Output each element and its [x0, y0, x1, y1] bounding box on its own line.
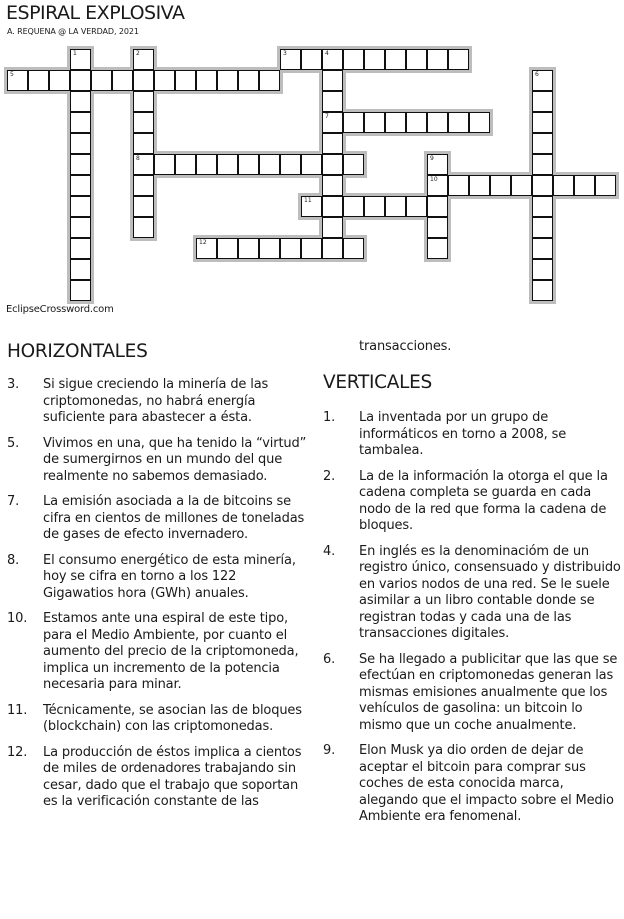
clue-number: 11. [7, 702, 28, 718]
grid-cell[interactable] [280, 154, 301, 175]
grid-cell[interactable] [133, 175, 154, 196]
verticales-heading: VERTICALES [323, 372, 432, 393]
grid-cell[interactable] [70, 70, 91, 91]
grid-cell[interactable] [385, 49, 406, 70]
grid-cell[interactable] [406, 112, 427, 133]
grid-cell[interactable] [70, 217, 91, 238]
clue-number: 1. [323, 410, 336, 425]
grid-cell[interactable] [154, 154, 175, 175]
grid-cell[interactable] [364, 112, 385, 133]
grid-cell[interactable] [133, 70, 154, 91]
grid-cell[interactable] [301, 49, 322, 70]
grid-cell[interactable] [70, 259, 91, 280]
grid-cell[interactable] [49, 70, 70, 91]
cell-number: 11 [304, 197, 312, 204]
grid-cell[interactable] [427, 175, 448, 196]
grid-cell[interactable] [532, 280, 553, 301]
grid-cell[interactable] [532, 70, 553, 91]
clue-text: Vivimos en una, que ha tenido la “virtud” de sumergirnos en un mundo del que realmente no sabemos demasiado. [43, 435, 307, 484]
grid-cell[interactable] [448, 49, 469, 70]
grid-cell[interactable] [385, 196, 406, 217]
grid-cell[interactable] [532, 175, 553, 196]
clue-text: Técnicamente, se asocian las de bloques (blockchain) con las criptomonedas. [43, 702, 302, 734]
horizontales-clue-list [7, 377, 307, 820]
grid-cell[interactable] [532, 154, 553, 175]
clue-item [323, 652, 623, 735]
clue-item [7, 436, 307, 486]
grid-cell[interactable] [70, 133, 91, 154]
grid-cell[interactable] [133, 217, 154, 238]
grid-cell[interactable] [280, 238, 301, 259]
grid-cell[interactable] [28, 70, 49, 91]
grid-cell[interactable] [238, 238, 259, 259]
cell-number: 12 [199, 239, 207, 246]
grid-cell[interactable] [7, 70, 28, 91]
grid-cell[interactable] [532, 91, 553, 112]
clue-item [7, 703, 307, 736]
grid-cell[interactable] [154, 70, 175, 91]
grid-cell[interactable] [532, 196, 553, 217]
clue-number: 9. [323, 743, 336, 758]
grid-cell[interactable] [217, 238, 238, 259]
grid-cell[interactable] [196, 238, 217, 259]
grid-cell[interactable] [70, 280, 91, 301]
cell-number: 2 [136, 50, 140, 57]
puzzle-title: ESPIRAL EXPLOSIVA [6, 2, 185, 24]
clue-item [7, 377, 307, 427]
grid-cell[interactable] [196, 70, 217, 91]
grid-cell[interactable] [322, 112, 343, 133]
grid-cell[interactable] [322, 238, 343, 259]
clue-item [7, 745, 307, 811]
grid-cell[interactable] [322, 133, 343, 154]
clue-text: La inventada por un grupo de informáticos en torno a 2008, se tambalea. [359, 410, 567, 458]
cell-number: 8 [136, 155, 140, 162]
grid-cell[interactable] [322, 175, 343, 196]
cell-number: 5 [10, 71, 14, 78]
grid-cell[interactable] [322, 217, 343, 238]
clue-item [323, 410, 623, 460]
grid-cell[interactable] [133, 154, 154, 175]
grid-cell[interactable] [196, 154, 217, 175]
grid-cell[interactable] [259, 154, 280, 175]
grid-cell[interactable] [343, 49, 364, 70]
grid-cell[interactable] [259, 238, 280, 259]
grid-cell[interactable] [385, 112, 406, 133]
grid-cell[interactable] [70, 196, 91, 217]
grid-cell[interactable] [532, 217, 553, 238]
cell-number: 1 [73, 50, 77, 57]
grid-cell[interactable] [511, 175, 532, 196]
grid-cell[interactable] [133, 196, 154, 217]
grid-cell[interactable] [133, 133, 154, 154]
grid-cell[interactable] [133, 112, 154, 133]
grid-cell[interactable] [427, 112, 448, 133]
grid-cell[interactable] [322, 154, 343, 175]
grid-cell[interactable] [133, 49, 154, 70]
grid-cell[interactable] [469, 112, 490, 133]
clue-number: 6. [323, 651, 336, 667]
grid-cell[interactable] [301, 196, 322, 217]
grid-cell[interactable] [343, 154, 364, 175]
grid-cell[interactable] [448, 175, 469, 196]
grid-cell[interactable] [322, 49, 343, 70]
grid-cell[interactable] [574, 175, 595, 196]
clue-text: En inglés es la denominacióm de un registro único, consensuado y distribuido en varios nodos de una red. Se le suele asimilar a un libro contable donde se registran todas y cada una de las transacciones digitales. [359, 543, 621, 641]
grid-cell[interactable] [343, 238, 364, 259]
cell-number: 6 [535, 71, 539, 78]
puzzle-author: A. REQUENA @ LA VERDAD, 2021 [7, 27, 139, 36]
grid-cell[interactable] [112, 70, 133, 91]
crossword-grid [0, 0, 624, 320]
grid-cell[interactable] [469, 175, 490, 196]
clue-item [7, 611, 307, 694]
grid-cell[interactable] [133, 91, 154, 112]
horizontales-heading: HORIZONTALES [7, 341, 148, 362]
grid-cell[interactable] [70, 238, 91, 259]
grid-cell[interactable] [490, 175, 511, 196]
grid-cell[interactable] [406, 49, 427, 70]
grid-cell[interactable] [532, 112, 553, 133]
clue-text: Elon Musk ya dio orden de dejar de aceptar el bitcoin para comprar sus coches de esta conocida marca, alegando que el impacto sobre el Medio Ambiente era fenomenal. [359, 743, 614, 824]
grid-cell[interactable] [427, 217, 448, 238]
clue-number: 8. [7, 552, 20, 568]
clue-text: La producción de éstos implica a cientos de miles de ordenadores trabajando sin cesar, dado que el trabajo que soportan es la verificación constante de las [43, 744, 302, 809]
cell-number: 3 [283, 50, 287, 57]
grid-cell[interactable] [406, 196, 427, 217]
clue-number: 7. [7, 494, 20, 509]
grid-cell[interactable] [175, 154, 196, 175]
clue-text: La de la información la otorga el que la cadena completa se guarda en cada nodo de la red que forma la cadena de bloques. [359, 468, 608, 533]
grid-cell[interactable] [448, 112, 469, 133]
cell-number: 7 [325, 113, 329, 120]
grid-cell[interactable] [322, 70, 343, 91]
clue-item [323, 743, 623, 826]
grid-cell[interactable] [70, 112, 91, 133]
grid-cell[interactable] [427, 238, 448, 259]
clue-text: Estamos ante una espiral de este tipo, para el Medio Ambiente, por cuanto el aumento del precio de la criptomoneda, implica un incremento de la potencia necesaria para minar. [43, 611, 299, 692]
clue-continuation: transacciones. [359, 339, 452, 354]
clue-text: El consumo energético de esta minería, hoy se cifra en torno a los 122 Gigawatios hora (GWh) anuales. [43, 552, 296, 601]
grid-cell[interactable] [532, 259, 553, 280]
grid-cell[interactable] [322, 91, 343, 112]
grid-cell[interactable] [343, 196, 364, 217]
clue-text: Si sigue creciendo la minería de las criptomonedas, no habrá energía suficiente para abastecer a ésta. [43, 377, 269, 425]
grid-cell[interactable] [595, 175, 616, 196]
clue-item [323, 544, 623, 643]
grid-cell[interactable] [364, 49, 385, 70]
grid-cell[interactable] [91, 70, 112, 91]
grid-cell[interactable] [238, 154, 259, 175]
grid-cell[interactable] [532, 133, 553, 154]
grid-cell[interactable] [532, 238, 553, 259]
grid-cell[interactable] [427, 49, 448, 70]
clue-item [7, 494, 307, 544]
grid-cell[interactable] [70, 91, 91, 112]
grid-cell[interactable] [427, 154, 448, 175]
grid-cell[interactable] [364, 196, 385, 217]
grid-cell[interactable] [343, 112, 364, 133]
clue-number: 10. [7, 611, 28, 626]
grid-cell[interactable] [553, 175, 574, 196]
credit-text: EclipseCrossword.com [6, 304, 114, 315]
grid-cell[interactable] [259, 70, 280, 91]
verticales-clue-list [323, 410, 623, 835]
clue-item [7, 553, 307, 603]
clue-number: 5. [7, 435, 20, 451]
cell-number: 10 [430, 176, 438, 183]
grid-cell[interactable] [427, 196, 448, 217]
clue-text: La emisión asociada a la de bitcoins se cifra en cientos de millones de toneladas de gases de efecto invernadero. [43, 494, 305, 542]
cell-number: 9 [430, 155, 434, 162]
grid-cell[interactable] [70, 175, 91, 196]
clue-number: 3. [7, 377, 20, 392]
grid-cell[interactable] [238, 70, 259, 91]
grid-cell[interactable] [301, 238, 322, 259]
grid-cell[interactable] [217, 70, 238, 91]
grid-cell[interactable] [322, 196, 343, 217]
clue-number: 2. [323, 468, 336, 484]
grid-cell[interactable] [70, 49, 91, 70]
grid-cell[interactable] [280, 49, 301, 70]
clue-number: 4. [323, 543, 336, 559]
clue-number: 12. [7, 744, 28, 760]
clue-item [323, 469, 623, 535]
clue-text: Se ha llegado a publicitar que las que se efectúan en criptomonedas generan las mismas emisiones anualmente que los vehículos de gasolina: un bitcoin lo mismo que un coche anualmente. [359, 651, 618, 733]
grid-cell[interactable] [217, 154, 238, 175]
grid-cell[interactable] [301, 154, 322, 175]
grid-cell[interactable] [175, 70, 196, 91]
cell-number: 4 [325, 50, 329, 57]
grid-cell[interactable] [70, 154, 91, 175]
